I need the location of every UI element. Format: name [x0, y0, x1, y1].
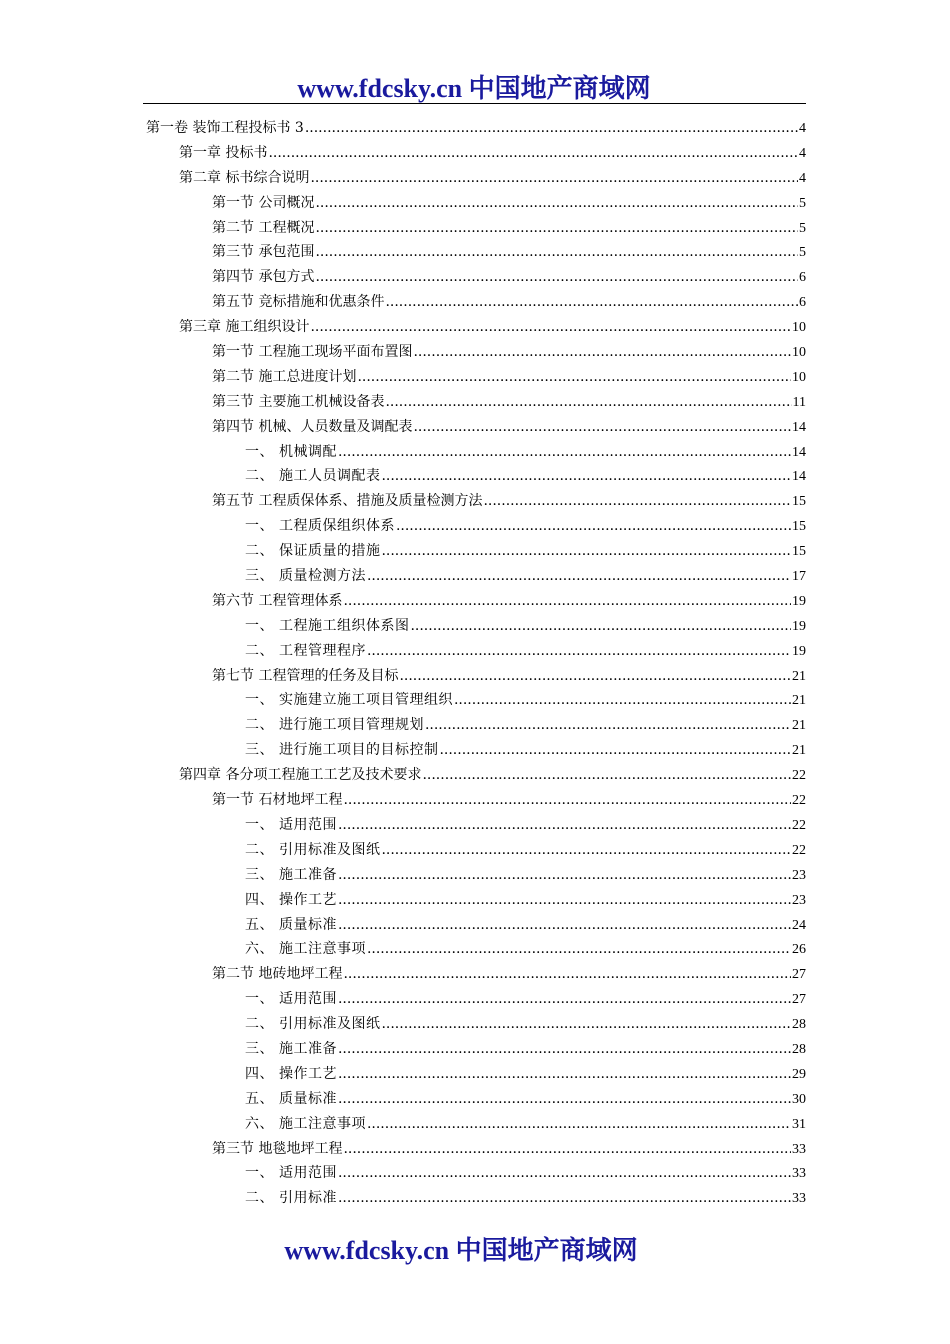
toc-dot-leader — [343, 589, 791, 614]
toc-dot-leader — [385, 290, 798, 315]
toc-entry-label: 第二节 地砖地坪工程 — [212, 966, 343, 983]
toc-entry-page-number: 5 — [799, 195, 806, 211]
toc-entry-label: 一、 工程施工组织体系图 — [245, 617, 410, 634]
toc-entry-page-number: 23 — [792, 892, 806, 908]
toc-entry-label: 一、 实施建立施工项目管理组织 — [245, 692, 453, 709]
toc-entry[interactable] — [143, 1012, 806, 1037]
toc-entry-page-number: 22 — [792, 793, 806, 809]
toc-entry-page-number: 14 — [792, 444, 806, 460]
toc-entry-label: 第一节 工程施工现场平面布置图 — [212, 344, 413, 361]
toc-entry-page-number: 33 — [792, 1191, 806, 1207]
toc-entry-label: 四、 操作工艺 — [245, 891, 337, 908]
toc-entry[interactable] — [143, 290, 806, 315]
toc-entry-page-number: 19 — [792, 618, 806, 634]
toc-entry-label: 第三节 承包范围 — [212, 244, 315, 261]
toc-entry[interactable] — [143, 116, 806, 141]
toc-dot-leader — [338, 813, 791, 838]
toc-entry-page-number: 33 — [792, 1166, 806, 1182]
toc-entry-label: 二、 进行施工项目管理规划 — [245, 717, 424, 734]
toc-entry-label: 第四节 机械、人员数量及调配表 — [212, 418, 413, 435]
toc-entry-page-number: 19 — [792, 643, 806, 659]
toc-entry[interactable] — [143, 464, 806, 489]
toc-dot-leader — [381, 539, 791, 564]
toc-entry-page-number: 14 — [792, 469, 806, 485]
toc-dot-leader — [305, 116, 798, 141]
toc-dot-leader — [367, 639, 791, 664]
toc-dot-leader — [315, 191, 798, 216]
header-divider — [143, 103, 806, 104]
toc-entry[interactable] — [143, 340, 806, 365]
toc-entry-label: 第一节 公司概况 — [212, 194, 315, 211]
toc-entry[interactable] — [143, 962, 806, 987]
toc-entry-label: 三、 施工准备 — [245, 866, 337, 883]
toc-entry-page-number: 23 — [792, 867, 806, 883]
page-footer-banner: www.fdcsky.cn 中国地产商域网 — [284, 1236, 638, 1265]
toc-dot-leader — [381, 464, 791, 489]
toc-dot-leader — [483, 489, 791, 514]
toc-dot-leader — [310, 166, 798, 191]
toc-entry[interactable] — [143, 539, 806, 564]
toc-entry-label: 二、 保证质量的措施 — [245, 543, 381, 560]
toc-dot-leader — [338, 1037, 791, 1062]
toc-entry[interactable] — [143, 265, 806, 290]
toc-dot-leader — [343, 788, 791, 813]
toc-dot-leader — [338, 440, 791, 465]
toc-entry-page-number: 15 — [792, 519, 806, 535]
toc-dot-leader — [357, 365, 791, 390]
toc-entry-label: 第五节 工程质保体系、措施及质量检测方法 — [212, 493, 483, 510]
toc-entry-label: 四、 操作工艺 — [245, 1065, 337, 1082]
toc-dot-leader — [399, 664, 791, 689]
toc-entry-page-number: 28 — [792, 1017, 806, 1033]
toc-entry[interactable] — [143, 440, 806, 465]
toc-entry-page-number: 15 — [792, 494, 806, 510]
toc-entry[interactable] — [143, 1186, 806, 1211]
toc-entry[interactable] — [143, 564, 806, 589]
toc-entry-label: 五、 质量标准 — [245, 916, 337, 933]
toc-entry[interactable] — [143, 141, 806, 166]
toc-entry-page-number: 28 — [792, 1041, 806, 1057]
toc-entry-page-number: 19 — [792, 593, 806, 609]
toc-entry-page-number: 5 — [799, 245, 806, 261]
toc-entry-label: 六、 施工注意事项 — [245, 1115, 366, 1132]
toc-dot-leader — [385, 390, 791, 415]
toc-entry-page-number: 26 — [792, 942, 806, 958]
toc-entry-label: 二、 工程管理程序 — [245, 642, 366, 659]
toc-dot-leader — [338, 863, 791, 888]
toc-entry-label: 一、 适用范围 — [245, 1165, 337, 1182]
toc-entry-label: 二、 引用标准及图纸 — [245, 1016, 381, 1033]
toc-entry-page-number: 22 — [792, 817, 806, 833]
toc-entry-label: 一、 工程质保组织体系 — [245, 518, 395, 535]
toc-entry-page-number: 6 — [799, 270, 806, 286]
toc-entry[interactable] — [143, 240, 806, 265]
toc-entry-label: 第一卷 装饰工程投标书 3 — [146, 120, 304, 136]
toc-dot-leader — [425, 713, 791, 738]
toc-dot-leader — [315, 240, 798, 265]
toc-entry[interactable] — [143, 763, 806, 788]
toc-entry[interactable] — [143, 1161, 806, 1186]
toc-entry-label: 一、 适用范围 — [245, 991, 337, 1008]
toc-entry[interactable] — [143, 365, 806, 390]
toc-entry[interactable] — [143, 1137, 806, 1162]
toc-entry-page-number: 10 — [792, 320, 806, 336]
toc-entry-label: 第四节 承包方式 — [212, 269, 315, 286]
toc-dot-leader — [381, 1012, 791, 1037]
toc-entry[interactable] — [143, 738, 806, 763]
toc-entry[interactable] — [143, 1112, 806, 1137]
toc-entry-label: 二、 引用标准 — [245, 1190, 337, 1207]
toc-entry-page-number: 14 — [792, 419, 806, 435]
toc-dot-leader — [367, 564, 791, 589]
toc-dot-leader — [439, 738, 791, 763]
toc-entry-page-number: 4 — [799, 121, 806, 136]
toc-entry[interactable] — [143, 1037, 806, 1062]
toc-dot-leader — [338, 1186, 791, 1211]
toc-entry-page-number: 27 — [792, 967, 806, 983]
toc-entry-page-number: 10 — [792, 345, 806, 361]
toc-entry[interactable] — [143, 166, 806, 191]
toc-entry-page-number: 4 — [799, 170, 806, 186]
toc-entry-label: 一、 适用范围 — [245, 816, 337, 833]
toc-dot-leader — [343, 962, 791, 987]
toc-dot-leader — [315, 216, 798, 241]
toc-entry-page-number: 21 — [792, 668, 806, 684]
toc-dot-leader — [396, 514, 791, 539]
toc-entry[interactable] — [143, 390, 806, 415]
toc-entry-page-number: 6 — [799, 295, 806, 311]
toc-entry[interactable] — [143, 888, 806, 913]
toc-dot-leader — [343, 1137, 791, 1162]
toc-entry[interactable] — [143, 589, 806, 614]
toc-entry-page-number: 5 — [799, 220, 806, 236]
toc-entry-page-number: 31 — [792, 1116, 806, 1132]
toc-entry[interactable] — [143, 713, 806, 738]
toc-dot-leader — [410, 614, 791, 639]
toc-entry-label: 三、 进行施工项目的目标控制 — [245, 742, 439, 759]
toc-entry[interactable] — [143, 937, 806, 962]
toc-entry-label: 第二节 施工总进度计划 — [212, 368, 357, 385]
toc-entry-page-number: 21 — [792, 718, 806, 734]
toc-entry-label: 第二节 工程概况 — [212, 219, 315, 236]
toc-entry[interactable] — [143, 191, 806, 216]
toc-entry-page-number: 11 — [792, 394, 806, 410]
table-of-contents — [143, 116, 806, 1211]
toc-entry[interactable] — [143, 664, 806, 689]
toc-entry-label: 第三节 主要施工机械设备表 — [212, 393, 385, 410]
toc-entry-page-number: 27 — [792, 992, 806, 1008]
toc-entry[interactable] — [143, 216, 806, 241]
toc-entry-label: 三、 质量检测方法 — [245, 568, 366, 585]
toc-entry-label: 第三节 地毯地坪工程 — [212, 1140, 343, 1157]
toc-entry[interactable] — [143, 639, 806, 664]
toc-entry-label: 三、 施工准备 — [245, 1040, 337, 1057]
toc-dot-leader — [338, 913, 791, 938]
toc-entry-label: 第七节 工程管理的任务及目标 — [212, 667, 399, 684]
toc-entry-page-number: 15 — [792, 544, 806, 560]
toc-dot-leader — [454, 688, 791, 713]
toc-entry-label: 二、 引用标准及图纸 — [245, 841, 381, 858]
toc-entry-page-number: 22 — [792, 842, 806, 858]
toc-entry-label: 第一节 石材地坪工程 — [212, 792, 343, 809]
toc-entry-page-number: 10 — [792, 369, 806, 385]
toc-dot-leader — [413, 340, 791, 365]
toc-entry[interactable] — [143, 489, 806, 514]
toc-entry-label: 第六节 工程管理体系 — [212, 592, 343, 609]
toc-entry-page-number: 17 — [792, 569, 806, 585]
toc-entry[interactable] — [143, 987, 806, 1012]
toc-entry[interactable] — [143, 838, 806, 863]
toc-entry[interactable] — [143, 913, 806, 938]
toc-entry[interactable] — [143, 863, 806, 888]
toc-dot-leader — [413, 415, 791, 440]
toc-dot-leader — [422, 763, 791, 788]
toc-entry[interactable] — [143, 1062, 806, 1087]
toc-dot-leader — [367, 1112, 791, 1137]
toc-entry[interactable] — [143, 813, 806, 838]
toc-entry-page-number: 21 — [792, 743, 806, 759]
toc-dot-leader — [338, 888, 791, 913]
toc-dot-leader — [338, 987, 791, 1012]
toc-entry-label: 第四章 各分项工程施工工艺及技术要求 — [179, 767, 422, 784]
toc-entry-page-number: 30 — [792, 1091, 806, 1107]
toc-entry[interactable] — [143, 1087, 806, 1112]
toc-entry[interactable] — [143, 315, 806, 340]
toc-entry[interactable] — [143, 788, 806, 813]
toc-entry-label: 第二章 标书综合说明 — [179, 169, 310, 186]
toc-entry-label: 六、 施工注意事项 — [245, 941, 366, 958]
toc-entry-page-number: 22 — [792, 768, 806, 784]
toc-dot-leader — [315, 265, 798, 290]
toc-entry[interactable] — [143, 514, 806, 539]
toc-dot-leader — [268, 141, 798, 166]
toc-entry-label: 一、 机械调配 — [245, 443, 337, 460]
toc-entry-page-number: 33 — [792, 1141, 806, 1157]
toc-entry[interactable] — [143, 614, 806, 639]
toc-entry-label: 二、 施工人员调配表 — [245, 468, 381, 485]
toc-entry-page-number: 21 — [792, 693, 806, 709]
toc-dot-leader — [310, 315, 791, 340]
toc-entry-label: 第五节 竞标措施和优惠条件 — [212, 294, 385, 311]
toc-entry-page-number: 24 — [792, 917, 806, 933]
toc-dot-leader — [338, 1087, 791, 1112]
toc-dot-leader — [367, 937, 791, 962]
toc-dot-leader — [338, 1062, 791, 1087]
toc-entry[interactable] — [143, 415, 806, 440]
toc-dot-leader — [338, 1161, 791, 1186]
toc-entry[interactable] — [143, 688, 806, 713]
toc-entry-label: 第一章 投标书 — [179, 144, 268, 161]
toc-entry-label: 五、 质量标准 — [245, 1090, 337, 1107]
toc-dot-leader — [381, 838, 791, 863]
toc-entry-page-number: 29 — [792, 1066, 806, 1082]
page-header-banner: www.fdcsky.cn 中国地产商域网 — [297, 74, 651, 103]
toc-entry-page-number: 4 — [799, 145, 806, 161]
toc-entry-label: 第三章 施工组织设计 — [179, 319, 310, 336]
